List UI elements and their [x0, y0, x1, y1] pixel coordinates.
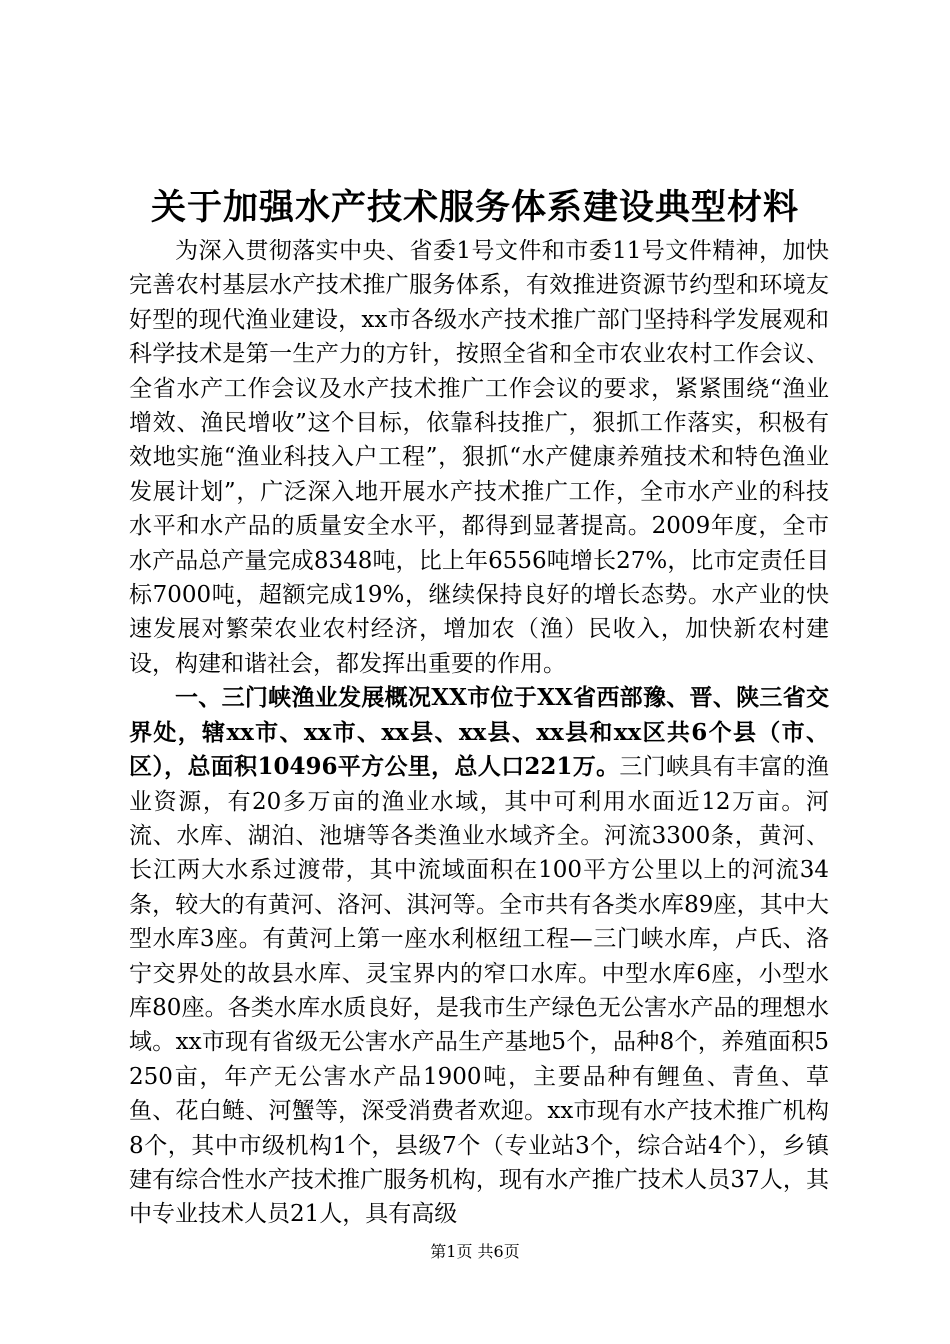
paragraph-text: 三门峡具有丰富的渔业资源，有20多万亩的渔业水域，其中可利用水面近12万亩。河流、水库、湖泊、池塘等各类渔业水域齐全。河流3300条，黄河、长江两大水系过渡带，其中流域面积在100平方公里以上的河流34条，较大的有黄河、洛河、淇河等。全市共有各类水库89座，其中大型水库3座。有黄河上第一座水利枢纽工程—三门峡水库，卢氏、洛宁交界处的故县水库、灵宝界内的窄口水库。中型水库6座，小型水库80座。各类水库水质良好，是我市生产绿色无公害水产品的理想水域。xx市现有省级无公害水产品生产基地5个，品种8个，养殖面积5250亩，年产无公害水产品1900吨，主要品种有鲤鱼、青鱼、草鱼、花白鲢、河蟹等，深受消费者欢迎。xx市现有水产技术推广机构8个，其中市级机构1个，县级7个（专业站3个，综合站4个），乡镇建有综合性水产技术推广服务机构，现有水产推广技术人员37人，其中专业技术人员21人，具有高级	[129, 754, 829, 1228]
paragraph-section-one	[129, 681, 829, 1232]
paragraph-intro	[129, 234, 829, 681]
paragraph-text: 为深入贯彻落实中央、省委1号文件和市委11号文件精神，加快完善农村基层水产技术推广服务体系，有效推进资源节约型和环境友好型的现代渔业建设，xx市各级水产技术推广部门坚持科学发展观和科学技术是第一生产力的方针，按照全省和全市农业农村工作会议、全省水产工作会议及水产技术推广工作会议的要求，紧紧围绕“渔业增效、渔民增收”这个目标，依靠科技推广，狠抓工作落实，积极有效地实施“渔业科技入户工程”，狠抓“水产健康养殖技术和特色渔业发展计划”，广泛深入地开展水产技术推广工作，全市水产业的科技水平和水产品的质量安全水平，都得到显著提高。2009年度，全市水产品总产量完成8348吨，比上年6556吨增长27%，比市定责任目标7000吨，超额完成19%，继续保持良好的增长态势。水产业的快速发展对繁荣农业农村经济，增加农（渔）民收入，加快新农村建设，构建和谐社会，都发挥出重要的作用。	[129, 238, 829, 677]
document-title: 关于加强水产技术服务体系建设典型材料	[150, 187, 799, 228]
page-number-footer: 第1页 共6页	[430, 1242, 520, 1261]
document-body	[129, 234, 829, 1232]
section-heading: 一、三门峡渔业发展概况XX市位于XX省西部豫、晋、陕三省交界处，辖xx市、xx市、xx县、xx县、xx县和xx区共6个县（市、区），总面积10496平方公里，总人口221万。	[129, 684, 829, 781]
